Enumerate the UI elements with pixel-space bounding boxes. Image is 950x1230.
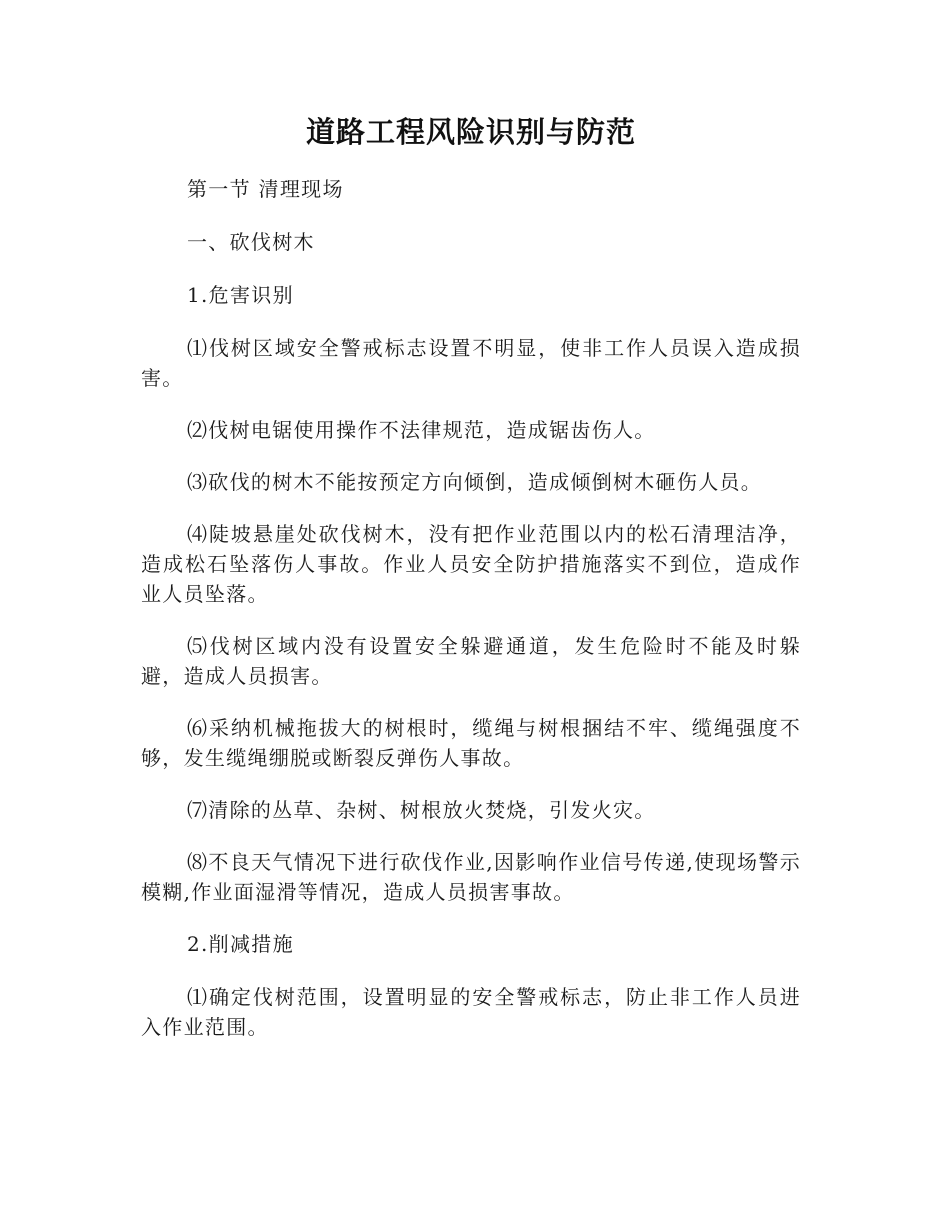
hazard-item-1: ⑴伐树区域安全警戒标志设置不明显，使非工作人员误入造成损害。 (141, 336, 801, 390)
hazard-item-4: ⑷陡坡悬崖处砍伐树木，没有把作业范围以内的松石清理洁净，造成松石坠落伤人事故。作业人员安全防护措施落实不到位，造成作业人员坠落。 (141, 522, 801, 606)
document-page (141, 108, 801, 1064)
measure-item-1: ⑴确定伐树范围，设置明显的安全警戒标志，防止非工作人员进入作业范围。 (141, 985, 801, 1039)
hazard-item-3: ⑶砍伐的树木不能按预定方向倾倒，造成倾倒树木砸伤人员。 (187, 470, 763, 494)
section-heading: 第一节 清理现场 (187, 177, 344, 201)
hazard-item-8: ⑻不良天气情况下进行砍伐作业,因影响作业信号传递,使现场警示模糊,作业面湿滑等情况，造成人员损害事故。 (141, 850, 801, 904)
subsection-heading: 一、砍伐树木 (187, 230, 315, 254)
hazard-item-2: ⑵伐树电锯使用操作不法律规范，造成锯齿伤人。 (187, 418, 656, 442)
list-heading-mitigation-measures: 2.削减措施 (187, 932, 294, 956)
document-title: 道路工程风险识别与防范 (305, 115, 636, 149)
hazard-item-5: ⑸伐树区域内没有设置安全躲避通道，发生危险时不能及时躲避，造成人员损害。 (141, 634, 801, 688)
list-heading-hazard-identification: 1.危害识别 (187, 283, 294, 307)
hazard-item-6: ⑹采纳机械拖拔大的树根时，缆绳与树根捆结不牢、缆绳强度不够，发生缆绳绷脱或断裂反弹伤人事故。 (141, 716, 801, 770)
hazard-item-7: ⑺清除的丛草、杂树、树根放火焚烧，引发火灾。 (187, 798, 656, 822)
